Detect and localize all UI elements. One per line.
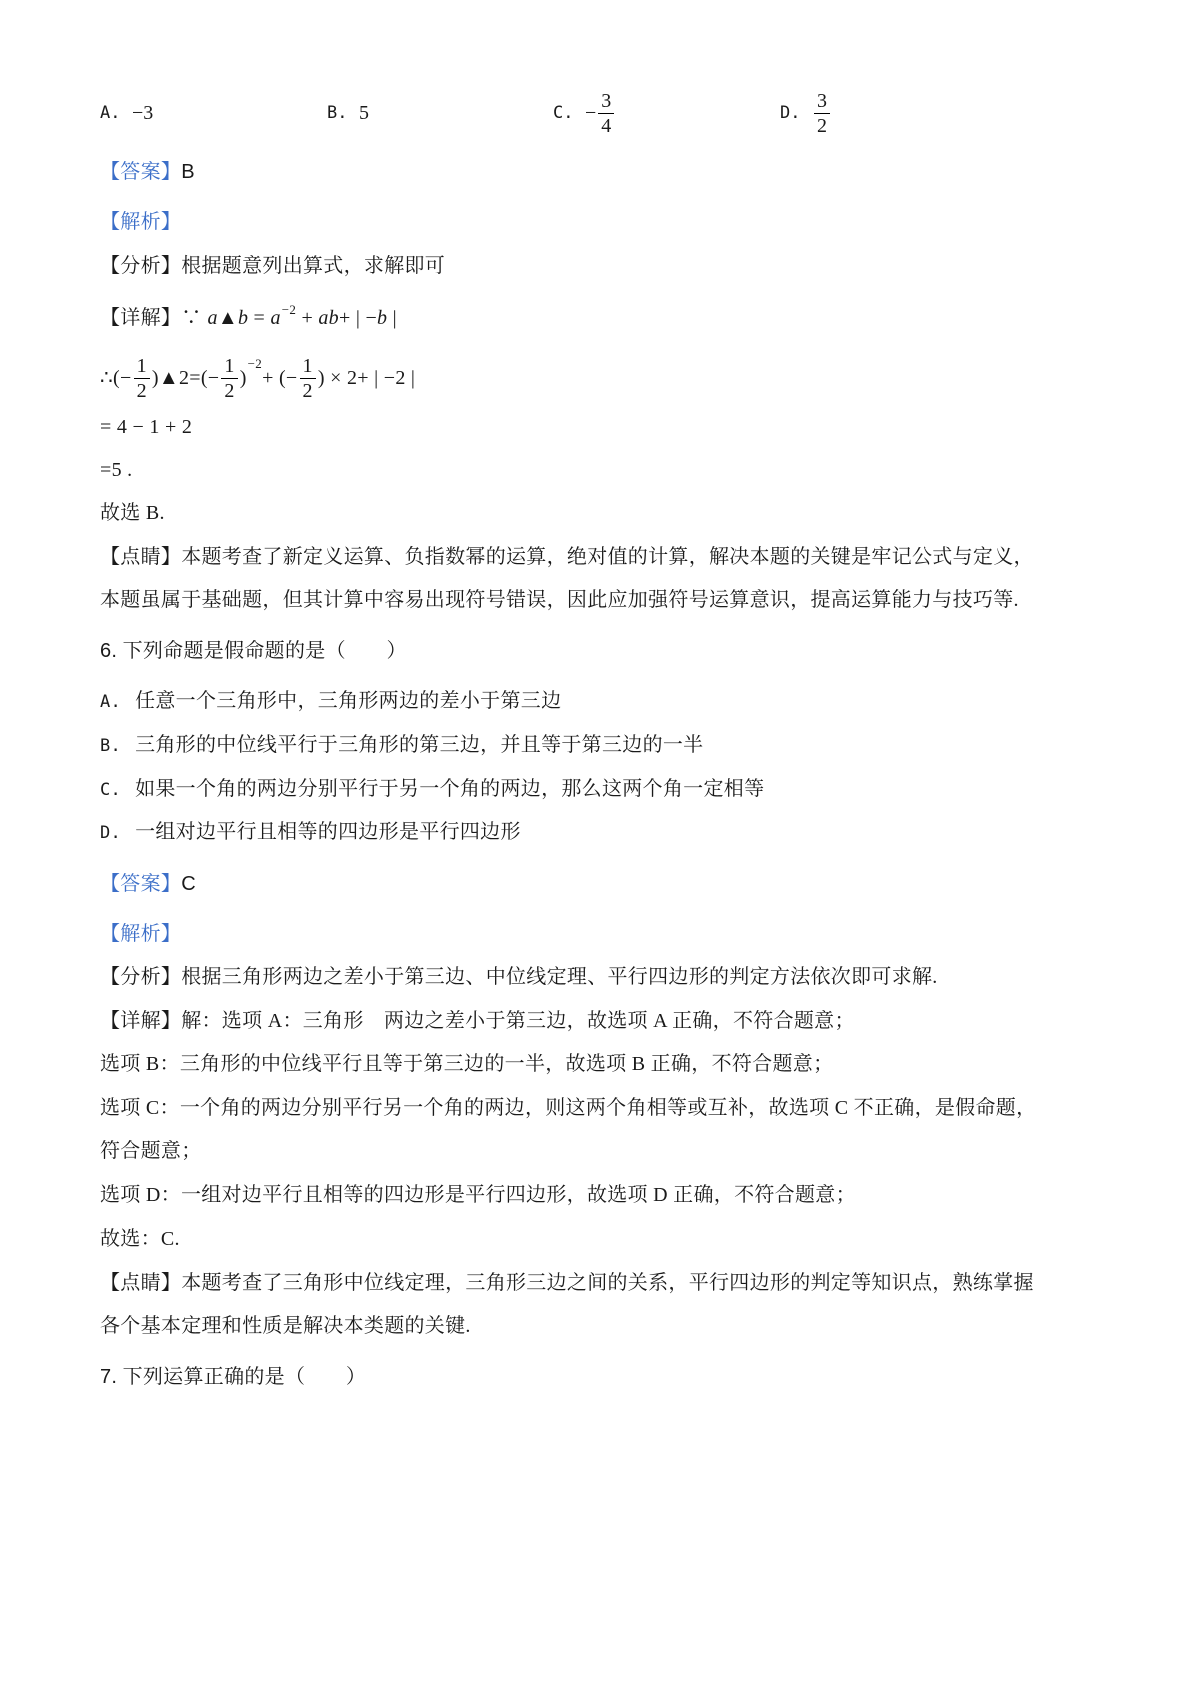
- q6-detail-line: 选项 C：一个角的两边分别平行另一个角的两边，则这两个角相等或互补，故选项 C 不正确，是假命题，: [100, 1097, 1037, 1119]
- fraction-denominator: 2: [224, 379, 235, 402]
- option-sign: −: [585, 101, 597, 124]
- exponent: −2: [281, 302, 297, 317]
- q5-answer: [100, 160, 195, 184]
- option-text: 三角形的中位线平行于三角形的第三边，并且等于第三边的一半: [135, 734, 704, 756]
- fraction-numerator: 1: [134, 354, 150, 379]
- q5-comment-line: 【点睛】本题考查了新定义运算、负指数幂的运算，绝对值的计算，解决本题的关键是牢记公式与定义，: [100, 546, 1034, 568]
- option-text: 如果一个角的两边分别平行于另一个角的两边，那么这两个角一定相等: [135, 778, 765, 800]
- question-text: 下列运算正确的是（ ）: [117, 1366, 367, 1388]
- abs-open: + | −: [338, 307, 378, 329]
- q5-option-d: [780, 86, 832, 140]
- triangle-operator: ▲: [217, 307, 238, 329]
- expr-part: ) × 2+ | −2 |: [317, 367, 416, 389]
- option-fraction: [814, 89, 830, 138]
- q6-answer: [100, 872, 196, 896]
- question-text: 下列命题是假命题的是（ ）: [117, 640, 407, 662]
- option-fraction: [598, 89, 614, 138]
- therefore-symbol: ∴: [100, 367, 114, 389]
- var-a: a: [270, 307, 281, 329]
- q5-fenxi: 【分析】根据题意列出算式，求解即可: [100, 255, 446, 277]
- q5-options: [0, 86, 1200, 140]
- term-ab: ab: [318, 307, 339, 329]
- answer-value: B: [181, 161, 195, 183]
- option-letter: A.: [100, 692, 122, 712]
- q6-option-a: [100, 689, 561, 714]
- q6-detail-line: 【详解】解：选项 A：三角形 两边之差小于第三边，故选项 A 正确，不符合题意；: [100, 1010, 855, 1032]
- q6-detail-line: 选项 D：一组对边平行且相等的四边形是平行四边形，故选项 D 正确，不符合题意；: [100, 1184, 856, 1206]
- q6-fenxi: 【分析】根据三角形两边之差小于第三边、中位线定理、平行四边形的判定方法依次即可求解.: [100, 966, 938, 988]
- option-letter: B.: [327, 103, 348, 123]
- detail-label: 【详解】: [100, 307, 182, 329]
- q6-comment-line: 【点睛】本题考查了三角形中位线定理，三角形三边之间的关系，平行四边形的判定等知识点，熟练掌握: [100, 1272, 1034, 1294]
- because-symbol: ∵: [181, 307, 202, 329]
- fraction-numerator: 3: [814, 89, 830, 114]
- option-letter: D.: [780, 103, 801, 123]
- q5-analysis-label: 【解析】: [100, 211, 182, 233]
- q5-step4: =5 .: [100, 459, 133, 481]
- option-letter: D.: [100, 823, 122, 843]
- q5-option-c: [553, 86, 616, 140]
- answer-label: 【答案】: [100, 873, 182, 895]
- option-text: 一组对边平行且相等的四边形是平行四边形: [135, 821, 521, 843]
- q6-choose: 故选：C.: [100, 1228, 180, 1250]
- var-b: b: [377, 307, 388, 329]
- q6-option-d: [100, 820, 521, 845]
- q6-option-c: [100, 777, 764, 802]
- option-letter: C.: [553, 103, 574, 123]
- fraction-denominator: 2: [302, 379, 313, 402]
- expr-part: )▲2=(−: [151, 367, 220, 389]
- option-letter: A.: [100, 103, 121, 123]
- option-value: −3: [132, 101, 154, 124]
- var-b: b: [237, 307, 249, 329]
- q6-option-b: [100, 733, 703, 758]
- question-number: 6.: [100, 640, 118, 662]
- option-text: 任意一个三角形中，三角形两边的差小于第三边: [135, 690, 562, 712]
- expr-part: + (−: [262, 367, 298, 389]
- q5-option-a: [100, 86, 153, 140]
- option-letter: B.: [100, 736, 122, 756]
- answer-value: C: [181, 873, 196, 895]
- q7-stem: [100, 1365, 366, 1389]
- fraction-denominator: 2: [136, 379, 147, 402]
- equals: =: [248, 307, 271, 329]
- expr-part: ): [239, 367, 247, 389]
- fraction: [221, 354, 237, 403]
- q6-detail-line: 选项 B：三角形的中位线平行且等于第三边的一半，故选项 B 正确，不符合题意；: [100, 1053, 834, 1075]
- q5-step2: [100, 352, 415, 404]
- expr-part: (−: [113, 367, 132, 389]
- q5-step3: = 4 − 1 + 2: [100, 416, 193, 438]
- q6-detail-line: 符合题意；: [100, 1140, 202, 1162]
- fraction: [134, 354, 150, 403]
- q6-comment-line: 各个基本定理和性质是解决本类题的关键.: [100, 1315, 471, 1337]
- var-a: a: [207, 307, 218, 329]
- option-letter: C.: [100, 780, 122, 800]
- plus: +: [296, 307, 319, 329]
- fraction: [300, 354, 316, 403]
- q6-analysis-label: 【解析】: [100, 923, 182, 945]
- fraction-numerator: 1: [221, 354, 237, 379]
- option-value: 5: [359, 101, 369, 124]
- exponent: −2: [247, 356, 263, 371]
- answer-label: 【答案】: [100, 161, 182, 183]
- abs-close: |: [387, 307, 397, 329]
- fraction-denominator: 2: [817, 114, 827, 137]
- q5-comment-line: 本题虽属于基础题，但其计算中容易出现符号错误，因此应加强符号运算意识，提高运算能力与技巧等.: [100, 589, 1019, 611]
- question-number: 7.: [100, 1366, 118, 1388]
- q5-option-b: [327, 86, 369, 140]
- fraction-numerator: 3: [598, 89, 614, 114]
- q6-stem: [100, 639, 407, 663]
- q5-choose: 故选 B.: [100, 502, 165, 524]
- fraction-denominator: 4: [601, 114, 612, 137]
- q5-detail-formula: [100, 302, 397, 332]
- fraction-numerator: 1: [300, 354, 316, 379]
